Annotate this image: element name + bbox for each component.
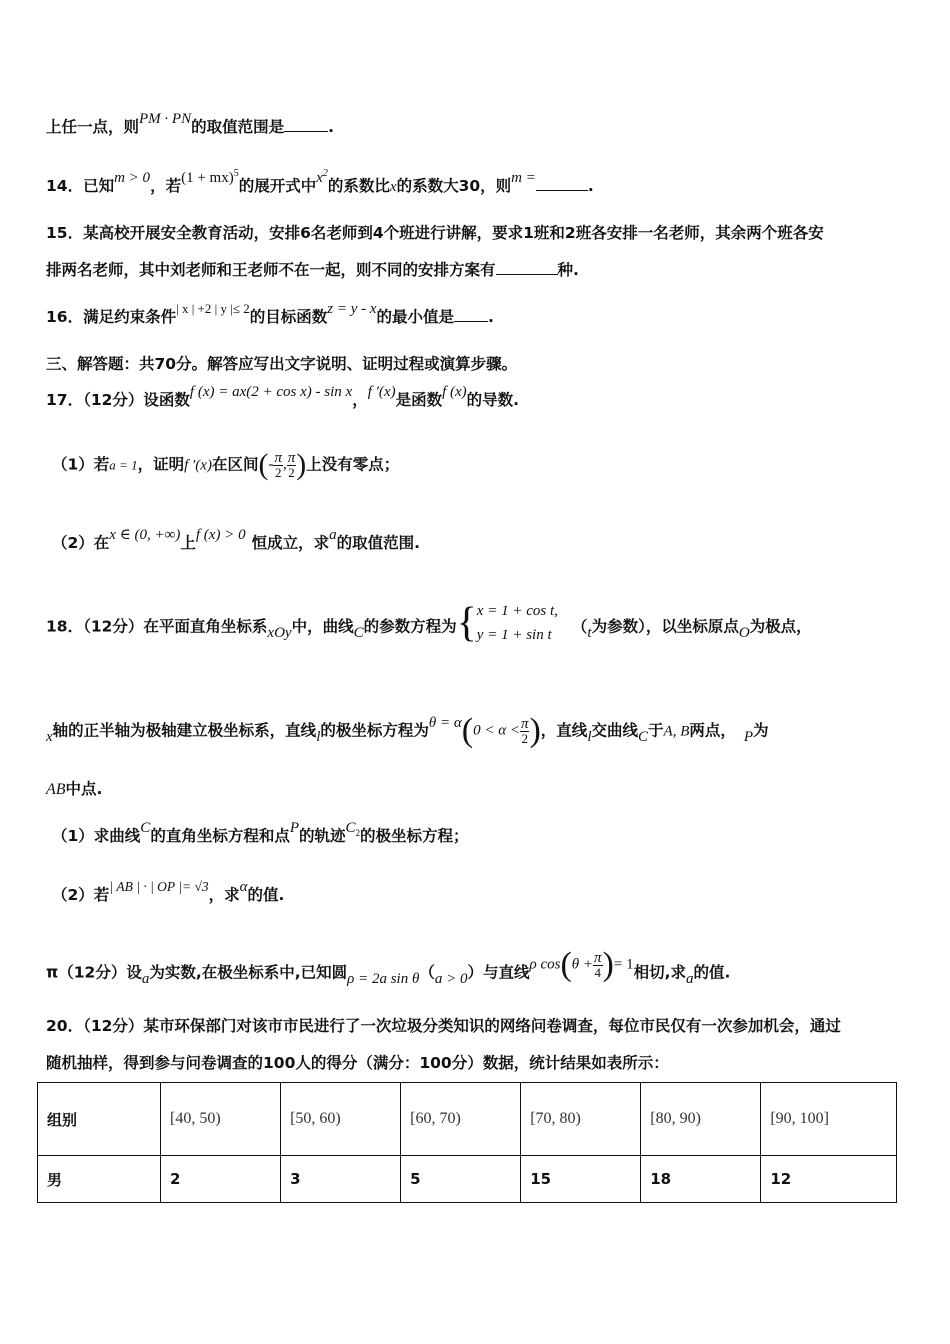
q16-number: 16．	[46, 308, 84, 326]
q17-p1-text-2: 在区间	[211, 455, 259, 474]
q17-text: 设函数	[143, 391, 190, 409]
table-header-cell: [90, 100]	[761, 1083, 897, 1156]
q18-c2-base: C	[345, 820, 356, 836]
q13-line	[46, 111, 334, 137]
q18-p2-cond: | AB | · | OP |= √3	[109, 879, 209, 894]
q15-blank	[496, 260, 558, 275]
q19-text-6: 的值.	[693, 963, 731, 982]
q19-line-eq: ρ cos(θ + $\frac{\pi}{4}$ )= 1	[529, 946, 634, 983]
q17-frac-2	[287, 451, 297, 480]
q17-frac-1	[273, 451, 283, 480]
q17-line	[46, 384, 520, 410]
q17-p1-label: （1）若	[52, 455, 110, 474]
q18-eq-2: y = 1 + sin t	[476, 627, 552, 643]
q18-p: P	[743, 728, 754, 745]
q17-p2-cond: f (x) > 0	[195, 527, 246, 543]
q19-text-4: ）与直线	[467, 963, 530, 982]
q19-eq: = 1	[613, 956, 634, 973]
q16-text: 满足约束条件	[83, 308, 177, 326]
q14-number: 14．	[46, 177, 84, 195]
q14-x2	[316, 170, 328, 186]
q18-alpha-range-text: 0 < α <	[473, 722, 520, 739]
q19-frac-num: π	[594, 949, 602, 966]
q17-p2-text-3: 的取值范围.	[336, 534, 420, 552]
q13-blank	[284, 117, 328, 132]
q18-text-6: 为极点，	[749, 617, 812, 636]
q17-text-2: 是函数	[395, 391, 443, 409]
table-cell: 3	[281, 1156, 401, 1203]
q19-a: a	[141, 970, 150, 987]
q18-l2-text-6: 两点，	[689, 721, 736, 740]
q19-text-3: （	[419, 963, 435, 982]
q18-part-2	[52, 879, 285, 905]
q18-c: C	[353, 624, 364, 641]
q18-l3-text: 中点.	[65, 780, 103, 798]
q18-p2-text: ，求	[208, 886, 240, 904]
q19-a-cond: a > 0	[434, 970, 468, 987]
section-3-heading: 三、解答题：共70分。解答应写出文字说明、证明过程或演算步骤。	[46, 355, 518, 373]
q17-score: （12分）	[83, 391, 144, 409]
q18-p1-p: P	[289, 820, 299, 836]
q18-alpha-range: (0 < α < $\frac{\pi}{2}$ )	[461, 712, 541, 749]
q17-number: 17．	[46, 391, 84, 409]
q14-m: m =	[511, 170, 536, 186]
q18-eq-1: x = 1 + cos t,	[476, 603, 558, 619]
q18-c2-sub: 2	[355, 828, 361, 838]
q19-text-5: 相切,求	[633, 963, 686, 982]
q18-line-1	[46, 600, 812, 651]
q17-p1-text-3: 上没有零点；	[306, 455, 400, 474]
q20-line-2: 随机抽样，得到参与问卷调查的100人的得分（满分：100分）数据，统计结果如表所示：	[46, 1054, 669, 1072]
q18-text-2: 中，曲线	[291, 617, 354, 636]
table-header-cell: [70, 80)	[521, 1083, 641, 1156]
q18-p1-label: （1）求曲线	[52, 827, 141, 845]
table-cell: 男	[38, 1156, 161, 1203]
q16-text-2: 的目标函数	[249, 308, 328, 326]
q16-blank	[454, 307, 488, 322]
table-cell: 15	[521, 1156, 641, 1203]
table-header-cell: [50, 60)	[281, 1083, 401, 1156]
q16-constraint: | x | +2 | y |≤ 2	[176, 301, 250, 316]
q17-function: f (x) = ax(2 + cos x) - sin x	[189, 384, 353, 400]
q19-frac	[593, 951, 603, 980]
q14-blank	[536, 176, 588, 191]
q15-line-2	[46, 258, 579, 280]
q17-interval-comma: ,	[282, 456, 287, 473]
table-cell: 12	[761, 1156, 897, 1203]
q18-t: t	[587, 624, 592, 641]
q20-line-1: 20．（12分）某市环保部门对该市市民进行了一次垃圾分类知识的网络问卷调查，每位市民仅有一次参加机会，通过	[46, 1017, 841, 1035]
q18-p2-alpha: α	[239, 879, 248, 895]
q17-frac-1-num: π	[274, 449, 282, 466]
q18-l-2: l	[587, 728, 592, 745]
q18-ab: A, B	[663, 723, 690, 740]
q18-l2-text-2: 的极坐标方程为	[320, 721, 429, 740]
q18-part-1	[52, 820, 469, 847]
q17-p1-text: ，证明	[137, 455, 185, 474]
q19-number: π	[46, 963, 59, 982]
q14-binomial	[181, 170, 239, 186]
q17-sep: ，	[352, 391, 368, 409]
q14-x2-base: x	[316, 170, 323, 186]
q17-function-2: f (x)	[442, 384, 467, 400]
q18-param-system: { x = 1 + cos t, y = 1 + sin t	[456, 600, 558, 646]
q18-p1-c: C	[140, 820, 151, 836]
q18-l2-text-5: 于	[648, 721, 664, 740]
q15-end: 种.	[557, 261, 579, 279]
score-table	[37, 1082, 897, 1203]
q18-ab-2: AB	[46, 781, 66, 798]
table-header-cell: [40, 50)	[161, 1083, 281, 1156]
q17-frac-2-num: π	[287, 449, 296, 466]
q18-l: l	[316, 728, 321, 745]
q18-l2-text: 轴的正半轴为极轴建立极坐标系，直线	[52, 721, 317, 740]
q14-text: 已知	[83, 177, 115, 195]
q14-line	[46, 168, 594, 196]
q17-interval-minus: -	[268, 456, 274, 473]
q14-text-3: 的展开式中	[238, 177, 317, 195]
q13-vector-expr: PM · PN	[139, 111, 192, 127]
q18-score: （12分）	[83, 617, 144, 636]
q18-l2-text-7: 为	[753, 721, 769, 740]
q19-inner: θ +	[571, 956, 594, 973]
q17-p2-a: a	[329, 527, 337, 543]
q18-x: x	[46, 728, 53, 745]
q16-end: .	[488, 308, 494, 326]
q18-xoy: xOy	[267, 624, 292, 641]
q17-p2-label: （2）在	[52, 534, 110, 552]
q18-c-2: C	[638, 728, 649, 745]
q17-derivative: f ′(x)	[367, 384, 396, 400]
q18-c2	[346, 820, 361, 836]
q18-p1-text: 的直角坐标方程和点	[150, 827, 290, 845]
q18-number: 18．	[46, 617, 84, 636]
q18-l2-text-4: 交曲线	[591, 721, 638, 740]
table-cell: 18	[641, 1156, 761, 1203]
q18-line-3	[46, 777, 102, 799]
q14-end: .	[587, 177, 594, 195]
q19-frac-den: 4	[594, 964, 602, 980]
q14-x: x	[389, 179, 397, 195]
table-header-row	[38, 1083, 897, 1156]
q17-p2-domain: x ∈ (0, +∞)	[109, 527, 181, 543]
q17-part-2	[52, 527, 420, 553]
q18-line-2	[46, 712, 769, 750]
q13-text: 上任一点，则	[46, 118, 140, 136]
q19-line-rho: ρ cos	[529, 956, 561, 973]
q17-p2-text-2: 恒成立，求	[251, 534, 330, 552]
q14-cond: m > 0	[114, 170, 151, 186]
q19-a-2: a	[685, 970, 694, 987]
q18-l2-text-3: ，直线	[540, 721, 588, 740]
q18-text-4: （	[571, 617, 588, 636]
table-header-cell: [80, 90)	[641, 1083, 761, 1156]
q13-end: .	[328, 118, 334, 136]
q18-p2-text-2: 的值.	[247, 886, 285, 904]
q16-line	[46, 301, 494, 327]
table-cell: 2	[161, 1156, 281, 1203]
q15-text: 排两名老师，其中刘老师和王老师不在一起，则不同的安排方案有	[46, 261, 496, 279]
q16-objective: z = y - x	[327, 301, 377, 317]
q17-frac-2-den: 2	[288, 464, 295, 480]
table-header-cell: 组别	[38, 1083, 161, 1156]
q18-theta-eq: θ = α	[428, 714, 462, 731]
q17-text-3: 的导数.	[466, 391, 520, 409]
table-row	[38, 1156, 897, 1203]
q17-p1-a: a = 1	[109, 457, 138, 473]
q17-interval: (- $\frac{\pi}{2}$ , $\frac{\pi}{2}$ )	[258, 448, 307, 481]
q16-text-3: 的最小值是	[376, 308, 455, 326]
table-header-cell: [60, 70)	[401, 1083, 521, 1156]
q14-text-2: ，若	[150, 177, 182, 195]
q18-p1-text-2: 的轨迹	[299, 827, 346, 845]
q18-text-5: 为参数），以坐标原点	[591, 617, 739, 636]
q18-frac-num: π	[520, 715, 529, 732]
q17-frac-1-den: 2	[274, 464, 282, 480]
table-cell: 5	[401, 1156, 521, 1203]
q19-line	[46, 946, 731, 992]
q19-circle: ρ = 2a sin θ	[347, 970, 420, 987]
q14-binomial-base: (1 + mx)	[181, 170, 234, 186]
q18-text-3: 的参数方程为	[363, 617, 457, 636]
q18-p1-text-3: 的极坐标方程；	[360, 827, 469, 845]
q15-line-1: 15．某高校开展安全教育活动，安排6名老师到4个班进行讲解，要求1班和2班各安排一名老师，其余两个班各安	[46, 224, 824, 242]
q13-text-2: 的取值范围是	[191, 118, 285, 136]
q18-text: 在平面直角坐标系	[143, 617, 268, 636]
q19-score: （12分）	[58, 963, 127, 982]
q14-binomial-exp: 5	[233, 168, 239, 179]
q14-text-5: 的系数大30，则	[396, 177, 512, 195]
q18-frac-den: 2	[521, 730, 528, 746]
q14-text-4: 的系数比	[327, 177, 390, 195]
q17-p2-text: 上	[180, 534, 196, 552]
q14-x2-exp: 2	[322, 168, 328, 179]
q18-p2-label: （2）若	[52, 886, 110, 904]
q19-text: 设	[126, 963, 142, 982]
q17-p1-derivative: f ′(x)	[184, 457, 212, 474]
q19-text-2: 为实数,在极坐标系中,已知圆	[149, 963, 348, 982]
q17-part-1	[52, 448, 399, 482]
q18-o: O	[738, 624, 750, 641]
